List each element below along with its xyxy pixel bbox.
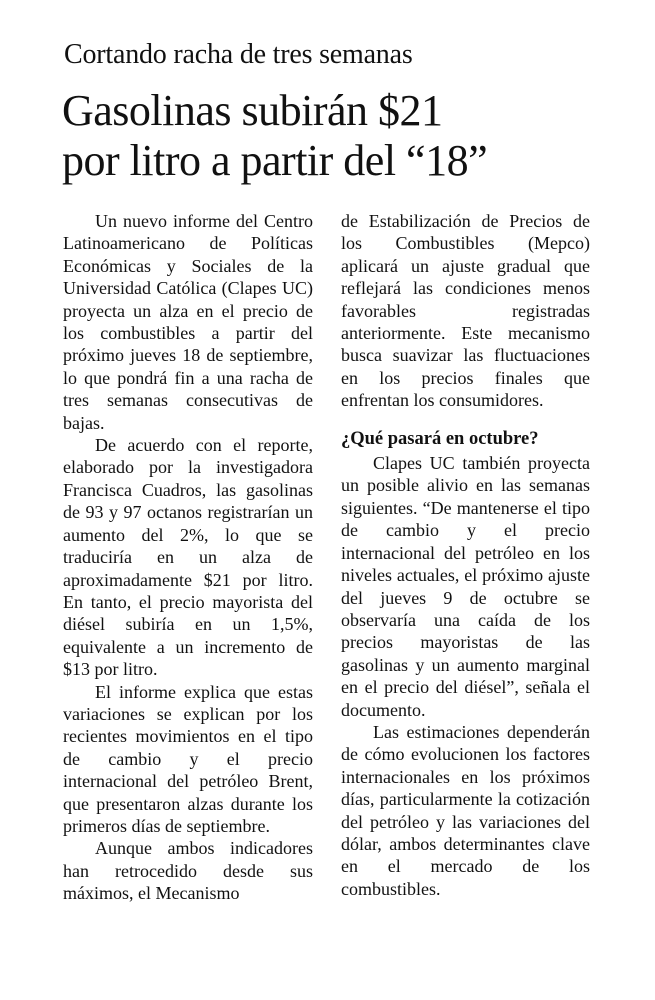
article-kicker: Cortando racha de tres semanas bbox=[64, 39, 413, 70]
body-column-right bbox=[341, 210, 590, 900]
body-paragraph-continued: de Estabilización de Precios de los Combustibles (Mepco) aplicará un ajuste gradual que reflejará las condiciones menos favorables registradas anteriormente. Este mecanismo busca suavizar las fluctuaciones en los precios finales que enfrentan los consumidores. bbox=[341, 211, 590, 411]
body-paragraph: Clapes UC también proyecta un posible alivio en las semanas siguientes. “De mantenerse el tipo de cambio y el precio internacional del petróleo en los niveles actuales, el próximo ajuste del jueves 9 de octubre se observaría una caída de los precios mayoristas de las gasolinas y un aumento marginal en el precio del diésel”, señala el documento. bbox=[341, 453, 590, 720]
headline-line-1: Gasolinas subirán $21 bbox=[62, 86, 443, 135]
article-headline bbox=[62, 86, 487, 186]
body-paragraph: El informe explica que estas variaciones se explican por los recientes movimientos en el tipo de cambio y el precio internacional del petróleo Brent, que presentaron alzas durante los primeros días de septiembre. bbox=[63, 681, 313, 836]
body-paragraph: Las estimaciones dependerán de cómo evolucionen los factores internacionales en los próximos días, particularmente la cotización del petróleo y las variaciones del dólar, ambos determinantes clave en el mercado de los combustibles. bbox=[341, 721, 590, 899]
body-paragraph: Aunque ambos indicadores han retrocedido desde sus máximos, el Mecanismo bbox=[63, 838, 313, 904]
headline-line-2: por litro a partir del “18” bbox=[62, 136, 488, 185]
body-paragraph: De acuerdo con el reporte, elaborado por la investigadora Francisca Cuadros, las gasolinas de 93 y 97 octanos registrarían un aumento del 2%, lo que se traduciría en un alza de aproximadamente $21 por litro. En tanto, el precio mayorista del diésel subiría en un 1,5%, equivalente a un incremento de $13 por litro. bbox=[63, 435, 313, 680]
body-column-left bbox=[63, 210, 313, 905]
body-paragraph: Un nuevo informe del Centro Latinoamericano de Políticas Económicas y Sociales de la Universidad Católica (Clapes UC) proyecta un alza en el precio de los combustibles a partir del próximo jueves 18 de septiembre, lo que pondrá fin a una racha de tres semanas consecutivas de bajas. bbox=[63, 211, 313, 433]
section-subhead: ¿Qué pasará en octubre? bbox=[341, 428, 539, 449]
